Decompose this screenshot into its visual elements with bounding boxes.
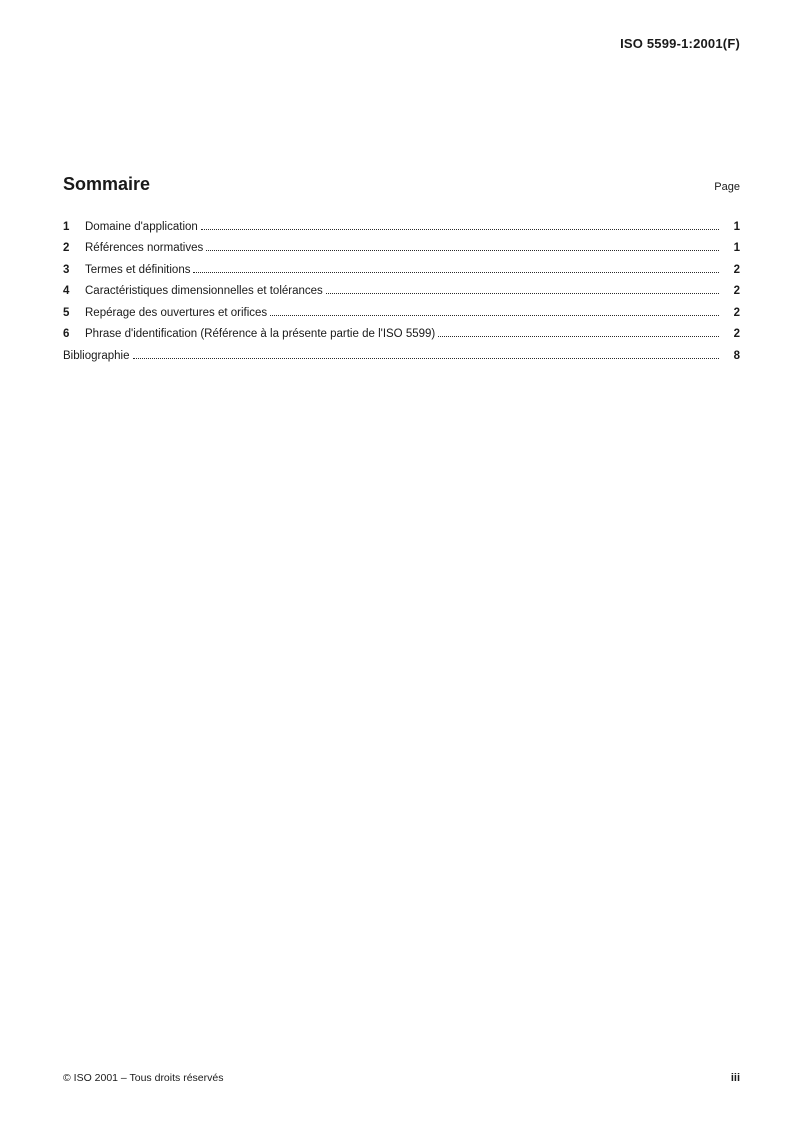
toc-entry-page: 2 bbox=[733, 263, 740, 276]
toc-entry-page: 1 bbox=[733, 220, 740, 233]
toc-header bbox=[63, 174, 740, 195]
folio-page-number: iii bbox=[730, 1072, 740, 1084]
toc-entry-label: Bibliographie bbox=[63, 349, 130, 362]
toc-entry bbox=[63, 255, 740, 277]
dot-leader bbox=[193, 272, 719, 273]
dot-leader bbox=[326, 293, 719, 294]
toc-entry-number: 6 bbox=[63, 328, 70, 340]
toc-entry-label: Repérage des ouvertures et orifices bbox=[85, 306, 268, 319]
toc-entry bbox=[63, 277, 740, 299]
toc-entry bbox=[63, 320, 740, 342]
toc-entry-page: 1 bbox=[733, 242, 740, 254]
copyright-notice: © ISO 2001 – Tous droits réservés bbox=[63, 1072, 224, 1084]
page-footer bbox=[63, 1072, 740, 1084]
toc-entry-label: Références normatives bbox=[85, 242, 204, 254]
toc-entry bbox=[63, 212, 740, 234]
toc-entry-label: Phrase d'identification (Référence à la présente partie de l'ISO 5599) bbox=[85, 328, 436, 340]
toc-entry-label: Caractéristiques dimensionnelles et tolérances bbox=[85, 285, 323, 297]
toc-title: Sommaire bbox=[63, 174, 151, 194]
toc-entry-page: 2 bbox=[733, 328, 740, 340]
toc-entry-label: Domaine d'application bbox=[85, 220, 198, 233]
dot-leader bbox=[270, 315, 719, 316]
toc-entry-number: 4 bbox=[63, 285, 70, 297]
toc-entry-number: 2 bbox=[63, 242, 70, 254]
toc-entry-label: Termes et définitions bbox=[85, 263, 191, 276]
toc-entry bbox=[63, 234, 740, 256]
toc-entry-number: 1 bbox=[63, 220, 70, 233]
dot-leader bbox=[133, 358, 720, 359]
page-column-label: Page bbox=[714, 181, 740, 193]
toc-list bbox=[63, 212, 740, 363]
toc-entry-number: 5 bbox=[63, 306, 70, 319]
dot-leader bbox=[206, 250, 719, 251]
toc-entry-page: 8 bbox=[733, 349, 740, 362]
toc-entry bbox=[63, 298, 740, 320]
toc-entry-page: 2 bbox=[733, 285, 740, 297]
dot-leader bbox=[201, 229, 719, 230]
document-reference: ISO 5599-1:2001(F) bbox=[620, 36, 740, 51]
toc-entry-page: 2 bbox=[733, 306, 740, 319]
dot-leader bbox=[438, 336, 719, 337]
toc-entry-number: 3 bbox=[63, 263, 70, 276]
toc-entry bbox=[63, 341, 740, 363]
